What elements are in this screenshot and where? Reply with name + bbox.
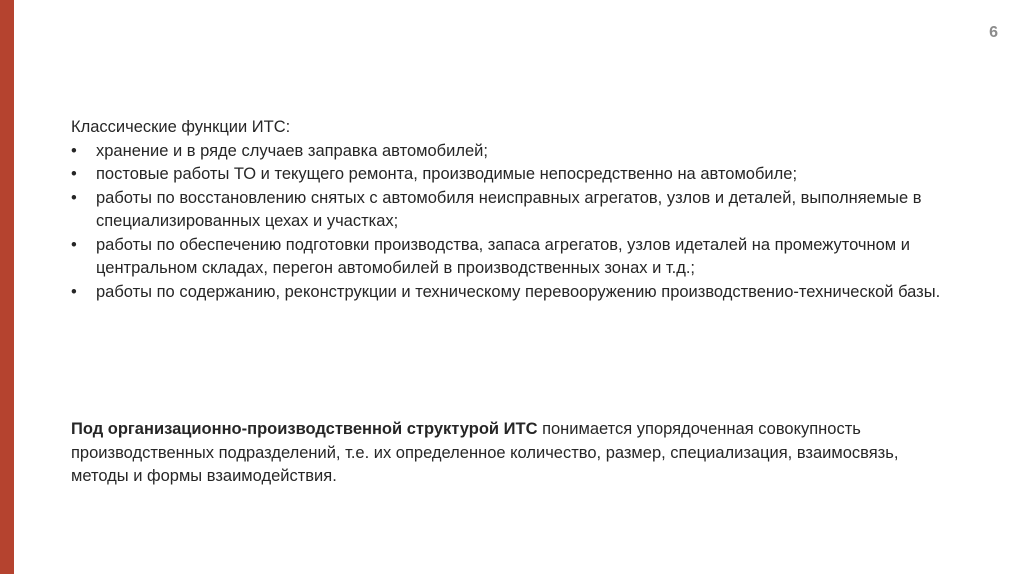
definition-term: Под организационно-производственной структурой ИТС xyxy=(71,420,538,438)
accent-side-bar xyxy=(0,0,14,574)
list-item-text: работы по восстановлению снятых с автомобиля неисправных агрегатов, узлов и деталей, выполняемые в специализированных цехах и участках; xyxy=(96,188,922,230)
page-number: 6 xyxy=(989,24,998,41)
functions-list xyxy=(71,140,951,305)
list-item xyxy=(71,187,951,234)
list-item-text: хранение и в ряде случаев заправка автомобилей; xyxy=(96,141,488,160)
functions-section xyxy=(71,116,951,304)
definition-paragraph xyxy=(71,418,951,489)
bullet-icon: • xyxy=(71,282,77,301)
list-item xyxy=(71,281,951,305)
bullet-icon: • xyxy=(71,188,77,207)
list-item xyxy=(71,163,951,187)
functions-heading: Классические функции ИТС: xyxy=(71,118,291,136)
list-item-text: работы по содержанию, реконструкции и техническому перевооружению производственио-технической базы. xyxy=(96,282,941,301)
list-item-text: работы по обеспечению подготовки производства, запаса агрегатов, узлов идеталей на промежуточном и центральном складах, перегон автомобилей в производственных зонах и т.д.; xyxy=(96,235,910,277)
bullet-icon: • xyxy=(71,165,77,183)
bullet-icon: • xyxy=(71,235,77,254)
bullet-icon: • xyxy=(71,141,77,160)
list-item xyxy=(71,140,951,164)
list-item-text: постовые работы ТО и текущего ремонта, производимые непосредственно на автомобиле; xyxy=(96,165,798,183)
list-item xyxy=(71,234,951,281)
definition-text: понимается упорядоченная совокупность производственных подразделений, т.е. их определенное количество, размер, специализация, взаимосвязь, методы и формы взаимодействия. xyxy=(71,420,899,485)
